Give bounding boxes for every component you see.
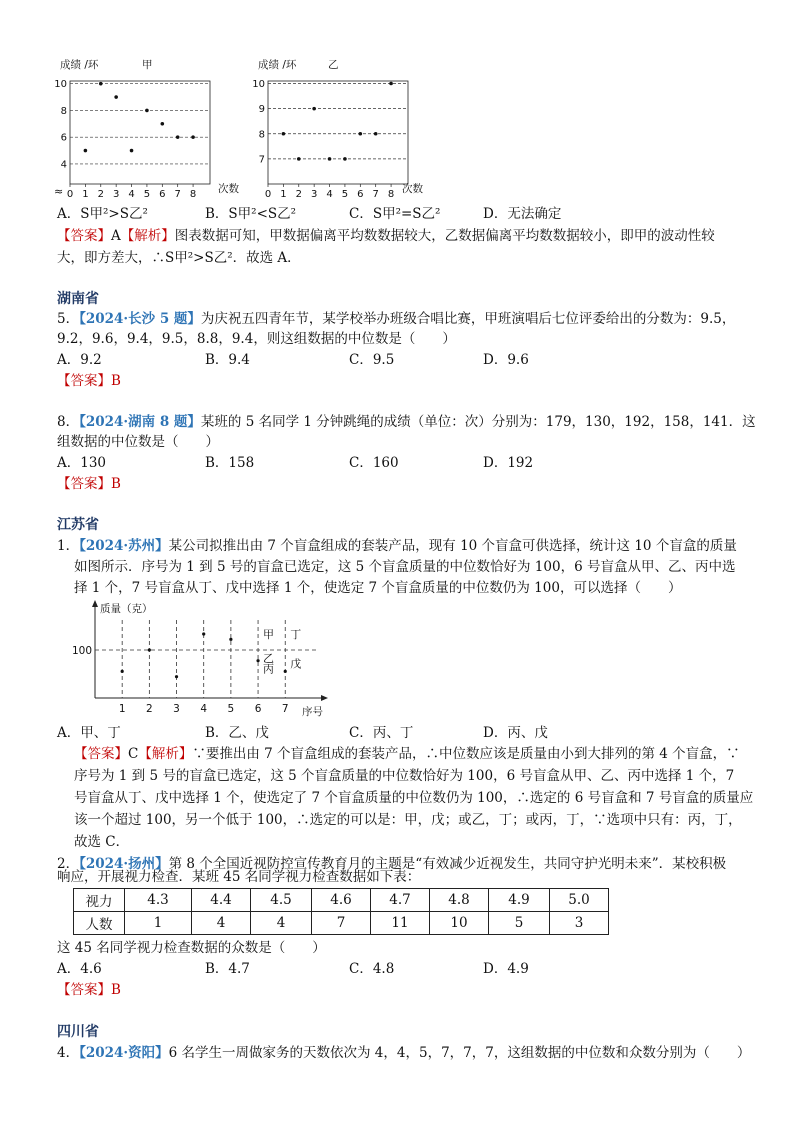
hunan-q8-answer: 【答案】B [57,476,121,492]
box-chart-ytick-label: 100 [71,645,92,657]
chart-jia-point [84,149,88,153]
chart-yi-title: 乙 [328,59,339,71]
chart-jia-xtick-label: 3 [112,189,120,200]
chart-yi-xtick-label: 3 [310,189,318,200]
chart-yi-xtick-label: 4 [326,189,333,200]
count-cell: 4 [251,912,312,935]
q1-option-d: D．无法确定 [483,206,562,222]
box-chart-xtick-label: 5 [227,703,235,715]
hunan-q8-option-a: A．130 [57,455,107,471]
hunan-q5-option-d: D．9.6 [483,352,529,368]
box-chart-ylabel: 质量（克） [100,603,153,615]
chart-jia-xtick-label: 6 [159,189,166,200]
chart-jia-point [114,95,118,99]
sichuan-q4-text1: 6 名学生一周做家务的天数依次为 4，4，5，7，7，7，这组数据的中位数和众数分别为（ ） [168,1045,751,1061]
chart-jia-point [99,82,103,86]
chart-jia-xlabel: 次数 [218,183,239,195]
jiangsu-q1-source: 【2024·苏州】 [79,538,169,554]
hunan-q8-text2: 组数据的中位数是（ ） [57,434,219,450]
jiangsu-q2-text1: 第 8 个全国近视防控宣传教育月的主题是“有效减少近视发生，共同守护光明未来”．某校积极 [168,856,727,872]
chart-jia-point [176,135,180,139]
jiangsu-q1-text1: 某公司拟推出由 7 个盲盒组成的套装产品，现有 10 个盲盒可供选择，统计这 10 个盲盒的质量 [168,538,737,554]
sichuan-q4-line1 [57,1042,750,1064]
box-chart-xtick-label: 2 [146,703,153,715]
vision-table-head: 视力 [74,889,125,912]
chart-jia-grid [70,84,210,164]
chart-jia-xtick-label: 5 [143,189,151,200]
box-chart-xticks [119,703,289,715]
vision-cell: 5.0 [550,889,609,912]
box-chart-x-arrow [321,695,328,701]
chart-yi-point [297,157,301,161]
province-sichuan-title: 四川省 [57,1024,99,1040]
hunan-q8-option-c: C．160 [349,455,399,471]
chart-yi-ytick-label: 8 [258,129,265,141]
jiangsu-q2-text2: 响应，开展视力检查．某班 45 名同学视力检查数据如下表： [57,869,421,885]
vision-cell: 4.4 [192,889,251,912]
chart-jia-point [161,122,165,126]
vision-table-row-vision [74,889,609,912]
box-chart-guides [95,620,316,698]
chart-jia-xtick-label: 1 [82,189,89,200]
chart-jia-ytick-label: 10 [54,79,67,91]
sichuan-q4-source: 【2024·资阳】 [79,1045,169,1061]
chart-jia-point [145,109,149,113]
box-chart-point [148,648,151,651]
jiangsu-q1-explain-tag: 【解析】 [138,746,193,762]
chart-jia-ytick-label: 8 [60,105,67,117]
chart-yi-point [312,107,316,111]
count-cell: 10 [430,912,489,935]
jiangsu-q1-option-c: C．丙、丁 [349,725,414,741]
chart-jia-points [84,82,195,152]
jiangsu-q1-option-b: B．乙、戊 [205,725,269,741]
chart-jia-yticks [54,79,67,170]
chart-yi-point [343,157,347,161]
chart-yi-point [282,132,286,136]
box-chart-xlabel: 序号 [302,706,323,718]
jiangsu-q2-option-c: C．4.8 [349,961,395,977]
chart-yi-point [328,157,332,161]
chart-yi-grid [268,84,408,159]
hunan-q5-option-a: A．9.2 [57,352,102,368]
chart-jia-plot-frame [70,81,210,184]
jiangsu-q2-option-b: B．4.7 [205,961,250,977]
count-cell: 1 [125,912,192,935]
chart-yi-point [389,82,393,86]
jiangsu-q1-explain-5: 故选 C． [74,834,130,850]
chart-yi-xtick-label: 6 [357,189,364,200]
box-chart-xtick-label: 3 [173,703,180,715]
chart-jia-xtick-label: 8 [189,189,197,200]
box-chart-candidate-label: 乙 [263,652,275,665]
q1-option-a: A．S甲²>S乙² [57,206,148,222]
q1-answer-value: A [111,228,121,244]
count-cell: 3 [550,912,609,935]
box-chart-yticks [72,645,92,657]
hunan-q8-num: 8． [57,414,80,430]
jiangsu-q1-option-d: D．丙、戊 [483,725,548,741]
box-chart-candidate-label: 丙 [263,662,275,676]
box-chart-point [202,632,205,635]
hunan-q8-option-d: D．192 [483,455,534,471]
count-cell: 4 [192,912,251,935]
vision-cell: 4.9 [489,889,550,912]
hunan-q8-text1: 某班的 5 名同学 1 分钟跳绳的成绩（单位：次）分别为：179，130，192，158，141．这 [200,414,756,430]
chart-jia-xticks [67,184,196,200]
chart-yi-ytick-label: 10 [252,79,265,91]
box-chart-xtick-label: 1 [118,703,126,715]
q1-option-b: B．S甲²<S乙² [205,206,297,222]
chart-yi-point [359,132,363,136]
vision-cell: 4.8 [430,889,489,912]
sichuan-q4-num: 4． [57,1045,80,1061]
chart-jia-xtick-label: 0 [66,189,74,200]
jiangsu-q2-answer: 【答案】B [57,982,121,998]
q1-explain-2: 大，即方差大，∴S甲²>S乙²．故选 A． [57,250,301,266]
box-chart-point [229,638,232,641]
chart-yi [248,52,448,200]
chart-jia [50,52,250,200]
chart-yi-xtick-label: 7 [372,189,379,200]
jiangsu-q1-explain-4: 该一个超过 100，另一个低于 100，∴选定的可以是：甲，戊；或乙，丁；或丙，丁，∵选项中只有：丙，丁， [74,812,742,828]
jiangsu-q1-num: 1． [57,538,80,554]
chart-yi-xtick-label: 8 [387,189,395,200]
q1-explain-tag: 【解析】 [120,228,175,244]
q1-answer-tag: 【答案】 [57,228,111,244]
jiangsu-q1-answer-value: C [128,746,139,762]
chart-jia-ylabel: 成绩 /环 [60,59,99,71]
hunan-q5-line1 [57,308,735,330]
hunan-q5-num: 5． [57,311,80,327]
box-chart-labels [263,628,301,676]
count-cell: 5 [489,912,550,935]
jiangsu-q2-num: 2． [57,856,80,872]
chart-yi-xtick-label: 0 [264,189,272,200]
count-cell: 7 [312,912,371,935]
hunan-q5-source: 【2024·长沙 5 题】 [79,311,201,327]
chart-yi-plot-frame [268,81,408,184]
q1-option-c: C．S甲²=S乙² [349,206,441,222]
chart-yi-yticks [252,79,265,165]
vision-table-row-count [74,912,609,935]
chart-jia-axis-break: ≈ [54,185,64,198]
box-chart-candidate-label: 甲 [263,628,275,641]
jiangsu-q2-text3: 这 45 名同学视力检查数据的众数是（ ） [57,940,326,956]
box-chart-y-arrow [92,600,98,607]
box-chart-xtick-label: 7 [281,703,289,715]
chart-yi-point [374,132,378,136]
jiangsu-q1-text3: 择 1 个，7 号盲盒从丁、戊中选择 1 个，使选定 7 个盲盒质量的中位数仍为 100，可以选择（ ） [74,580,682,596]
box-chart-point [175,675,178,678]
vision-table [73,888,609,935]
jiangsu-q1-explain-line1 [74,743,740,765]
vision-cell: 4.5 [251,889,312,912]
chart-yi-ytick-label: 9 [258,104,265,116]
box-chart-point [121,670,124,673]
box-chart-xtick-label: 6 [254,703,262,715]
jiangsu-q1-option-a: A．甲、丁 [57,725,121,741]
chart-yi-ylabel: 成绩 /环 [258,59,297,71]
jiangsu-q1-explain-1: ∵要推出由 7 个盲盒组成的套装产品，∴中位数应该是质量由小到大排列的第 4 个盲盒，∵ [192,746,740,762]
box-chart-candidate-label: 丁 [290,628,302,641]
chart-jia-title: 甲 [142,59,153,71]
q1-explain-1: 图表数据可知，甲数据偏离平均数数据较大，乙数据偏离平均数数据较小，即甲的波动性较 [174,228,715,244]
hunan-q5-answer: 【答案】B [57,373,121,389]
box-chart-xtick-label: 4 [200,703,208,715]
count-cell: 11 [371,912,430,935]
hunan-q5-text2: 9.2，9.6，9.4，9.5，8.8，9.4，则这组数据的中位数是（ ） [57,331,456,347]
jiangsu-q1-line1 [57,535,737,557]
chart-yi-xlabel: 次数 [402,183,423,195]
chart-yi-ytick-label: 7 [258,154,265,166]
chart-yi-xtick-label: 5 [341,189,349,200]
jiangsu-q1-answer-tag: 【答案】 [74,746,128,762]
jiangsu-q2-option-a: A．4.6 [57,961,102,977]
chart-jia-xtick-label: 7 [174,189,181,200]
hunan-q8-source: 【2024·湖南 8 题】 [79,414,201,430]
chart-yi-xtick-label: 1 [280,189,287,200]
jiangsu-q2-option-d: D．4.9 [483,961,529,977]
hunan-q5-option-b: B．9.4 [205,352,250,368]
box-chart-point [284,670,287,673]
hunan-q5-text1: 为庆祝五四青年节，某学校举办班级合唱比赛，甲班演唱后七位评委给出的分数为：9.5， [200,311,736,327]
chart-box-mass [70,598,360,720]
hunan-q8-option-b: B．158 [205,455,255,471]
jiangsu-q1-explain-2: 序号为 1 到 5 号的盲盒已选定，这 5 个盲盒质量的中位数恰好为 100，6 号盲盒从甲、乙、丙中选择 1 个，7 [74,768,735,784]
province-hunan-title: 湖南省 [57,291,99,307]
box-chart-point [256,659,259,662]
province-jiangsu-title: 江苏省 [57,517,99,533]
chart-yi-points [282,82,393,161]
jiangsu-q1-text2: 如图所示．序号为 1 到 5 号的盲盒已选定，这 5 个盲盒质量的中位数恰好为 100，6 号盲盒从甲、乙、丙中选 [74,559,736,575]
jiangsu-q1-explain-3: 号盲盒从丁、戊中选择 1 个，使选定了 7 个盲盒质量的中位数仍为 100，∴选定的 6 号盲盒和 7 号盲盒的质量应 [74,790,754,806]
jiangsu-q2-source: 【2024·扬州】 [79,856,169,872]
chart-jia-ytick-label: 4 [60,159,67,171]
hunan-q5-option-c: C．9.5 [349,352,395,368]
chart-jia-point [191,135,195,139]
count-table-head: 人数 [74,912,125,935]
chart-yi-xtick-label: 2 [295,189,302,200]
chart-yi-xticks [265,184,394,200]
hunan-q8-line1 [57,411,756,433]
chart-jia-point [130,149,134,153]
box-chart-candidate-label: 戊 [290,657,302,671]
chart-jia-xtick-label: 2 [97,189,104,200]
vision-cell: 4.7 [371,889,430,912]
q1-answer-line [57,225,715,247]
chart-jia-xtick-label: 4 [128,189,135,200]
chart-jia-ytick-label: 6 [60,132,67,144]
vision-cell: 4.3 [125,889,192,912]
vision-cell: 4.6 [312,889,371,912]
